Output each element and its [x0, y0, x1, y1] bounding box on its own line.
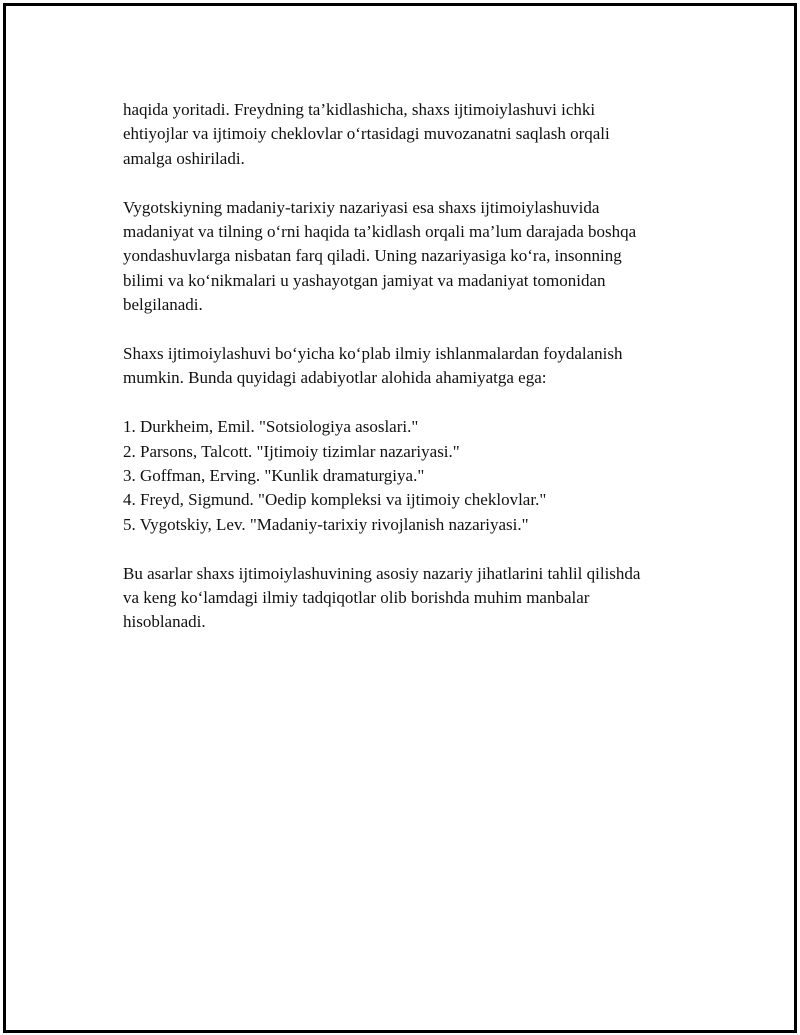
paragraph-closing: Bu asarlar shaxs ijtimoiylashuvining asosiy nazariy jihatlarini tahlil qilishda va keng ko‘lamdagi ilmiy tadqiqotlar olib borishda muhim manbalar hisoblanadi.: [123, 563, 641, 632]
document-body: [123, 98, 723, 659]
paragraph-literature-intro: Shaxs ijtimoiylashuvi bo‘yicha ko‘plab ilmiy ishlanmalardan foydalanish mumkin. Bunda quyidagi adabiyotlar alohida ahamiyatga ega:: [123, 344, 623, 388]
reference-item: 1. Durkheim, Emil. "Sotsiologiya asoslari.": [123, 417, 419, 437]
reference-list: [123, 415, 723, 537]
paragraph-vygotsky-theory: Vygotskiyning madaniy-tarixiy nazariyasi esa shaxs ijtimoiylashuvida madaniyat va tilning o‘rni haqida ta’kidlash orqali ma’lum darajada boshqa yondashuvlarga nisbatan farq qiladi. Uning nazariyasiga ko‘ra, insonning bilimi va ko‘nikmalari u yashayotgan jamiyat va madaniyat tomonidan belgilanadi.: [123, 197, 637, 315]
reference-item: 4. Freyd, Sigmund. "Oedip kompleksi va ijtimoiy cheklovlar.": [123, 490, 547, 510]
reference-item: 2. Parsons, Talcott. "Ijtimoiy tizimlar nazariyasi.": [123, 441, 460, 461]
page-frame: [3, 3, 797, 1033]
reference-item: 5. Vygotskiy, Lev. "Madaniy-tarixiy rivojlanish nazariyasi.": [123, 514, 529, 534]
reference-item: 3. Goffman, Erving. "Kunlik dramaturgiya.": [123, 466, 425, 486]
paragraph-freud-summary: haqida yoritadi. Freydning ta’kidlashicha, shaxs ijtimoiylashuvi ichki ehtiyojlar va ijtimoiy cheklovlar o‘rtasidagi muvozanatni saqlash orqali amalga oshiriladi.: [123, 100, 610, 168]
